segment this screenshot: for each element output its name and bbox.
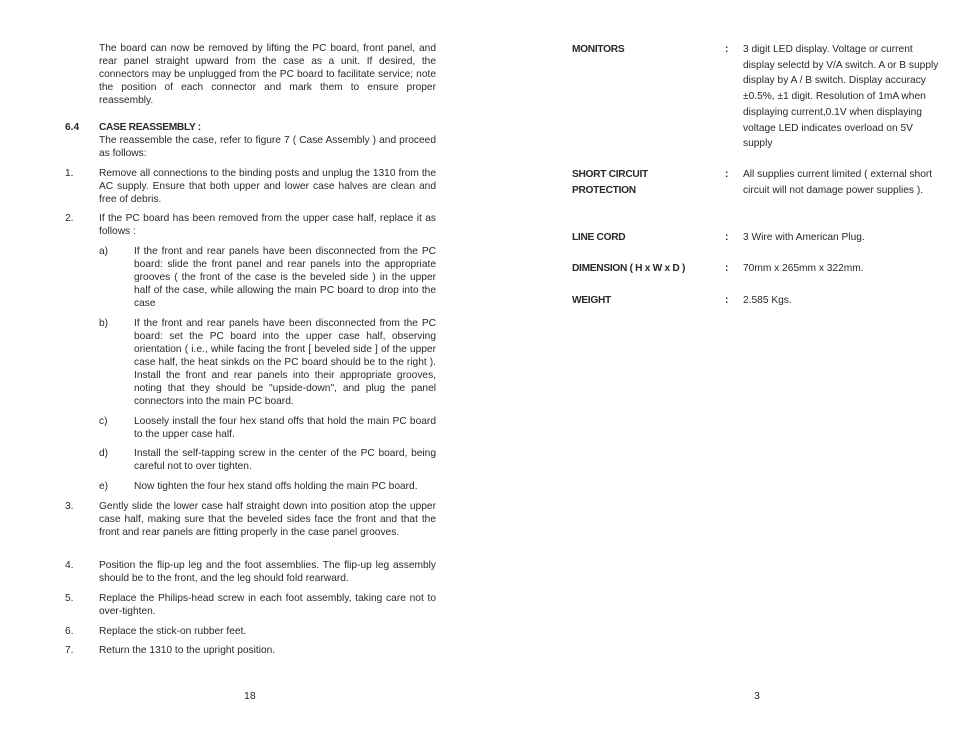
step-text: Return the 1310 to the upright position. xyxy=(99,645,276,656)
substep-label: d) xyxy=(99,448,109,459)
spec-value: 2.585 Kgs. xyxy=(743,295,792,306)
step-number: 6. xyxy=(65,626,74,637)
spec-label: MONITORS xyxy=(572,44,625,55)
substep-text: If the front and rear panels have been disconnected from the PC board: slide the front panel and rear panels into the appropriate grooves ( the front of the case is the beveled side ) in the upper half of the case, while allowing the main PC board to drop into the case xyxy=(134,246,436,309)
spec-label: WEIGHT xyxy=(572,295,611,306)
spec-value: All supplies current limited ( external short circuit will not damage power supplies ). xyxy=(743,169,933,196)
spec-colon: : xyxy=(725,232,729,243)
spec-colon: : xyxy=(725,263,729,274)
substep-text: Now tighten the four hex stand offs holding the main PC board. xyxy=(134,481,418,492)
spec-label: DIMENSION ( H x W x D ) xyxy=(572,263,686,274)
step-text: If the PC board has been removed from the upper case half, replace it as follows : xyxy=(99,213,436,237)
page-number-left: 18 xyxy=(244,690,256,702)
step-number: 5. xyxy=(65,593,74,604)
step-number: 4. xyxy=(65,560,74,571)
spec-value: 3 digit LED display. Voltage or current display selectd by V/A switch. A or B supply display by A / B switch. Display accuracy ±0.5%, ±1 digit. Resolution of 1mA when displaying current,0.1V when displaying voltage LED indicates overload on 5V supply xyxy=(743,44,939,150)
spec-value: 70mm x 265mm x 322mm. xyxy=(743,263,864,274)
spec-colon: : xyxy=(725,295,729,306)
step-number: 1. xyxy=(65,168,74,179)
page-number-right: 3 xyxy=(754,690,760,702)
step-text: Replace the stick-on rubber feet. xyxy=(99,626,247,637)
spec-colon: : xyxy=(725,169,729,180)
substep-text: If the front and rear panels have been disconnected from the PC board: set the PC board into the upper case half, observing orientation ( i.e., while facing the front [ beveled side ] of the upper case half, the heat sinkds on the PC board should be to the right ). Install the front and rear panels into their appropriate grooves, noting that they should be "upside-down", and plug the panel connectors into the main PC board. xyxy=(134,318,436,407)
step-text: Position the flip-up leg and the foot assemblies. The flip-up leg assembly should be to the front, and the leg should fold rearward. xyxy=(99,560,436,584)
step-text: Replace the Philips-head screw in each foot assembly, taking care not to over-tighten. xyxy=(99,593,436,617)
step-text: Remove all connections to the binding posts and unplug the 1310 from the AC supply. Ensure that both upper and lower case halves are clean and free of debris. xyxy=(99,168,436,205)
section-body xyxy=(99,121,436,160)
spec-label: LINE CORD xyxy=(572,232,626,243)
step-number: 3. xyxy=(65,501,74,512)
substep-label: c) xyxy=(99,416,108,427)
right-page xyxy=(477,0,954,738)
substep-label: b) xyxy=(99,318,109,329)
step-number: 7. xyxy=(65,645,74,656)
substep-text: Install the self-tapping screw in the center of the PC board, being careful not to over tighten. xyxy=(134,448,436,472)
substep-text: Loosely install the four hex stand offs that hold the main PC board to the upper case half. xyxy=(134,416,436,440)
spec-label: SHORT CIRCUIT PROTECTION xyxy=(572,169,648,196)
spec-value: 3 Wire with American Plug. xyxy=(743,232,865,243)
section-title: CASE REASSEMBLY : xyxy=(99,122,201,133)
section-number: 6.4 xyxy=(65,122,80,133)
intro-paragraph: The board can now be removed by lifting the PC board, front panel, and rear panel straight upward from the case as a unit. If desired, the connectors may be unplugged from the PC board to facilitate service; note the position of each connector and mark them to ensure proper reassembly. xyxy=(99,43,436,106)
step-number: 2. xyxy=(65,213,74,224)
step-text: Gently slide the lower case half straight down into position atop the upper case half, making sure that the beveled sides face the front and that the front and rear panels are fitting properly in the case panel grooves. xyxy=(99,501,436,538)
substep-label: a) xyxy=(99,246,109,257)
spec-colon: : xyxy=(725,44,729,55)
section-intro: The reassemble the case, refer to figure 7 ( Case Assembly ) and proceed as follows: xyxy=(99,135,436,159)
substep-label: e) xyxy=(99,481,109,492)
